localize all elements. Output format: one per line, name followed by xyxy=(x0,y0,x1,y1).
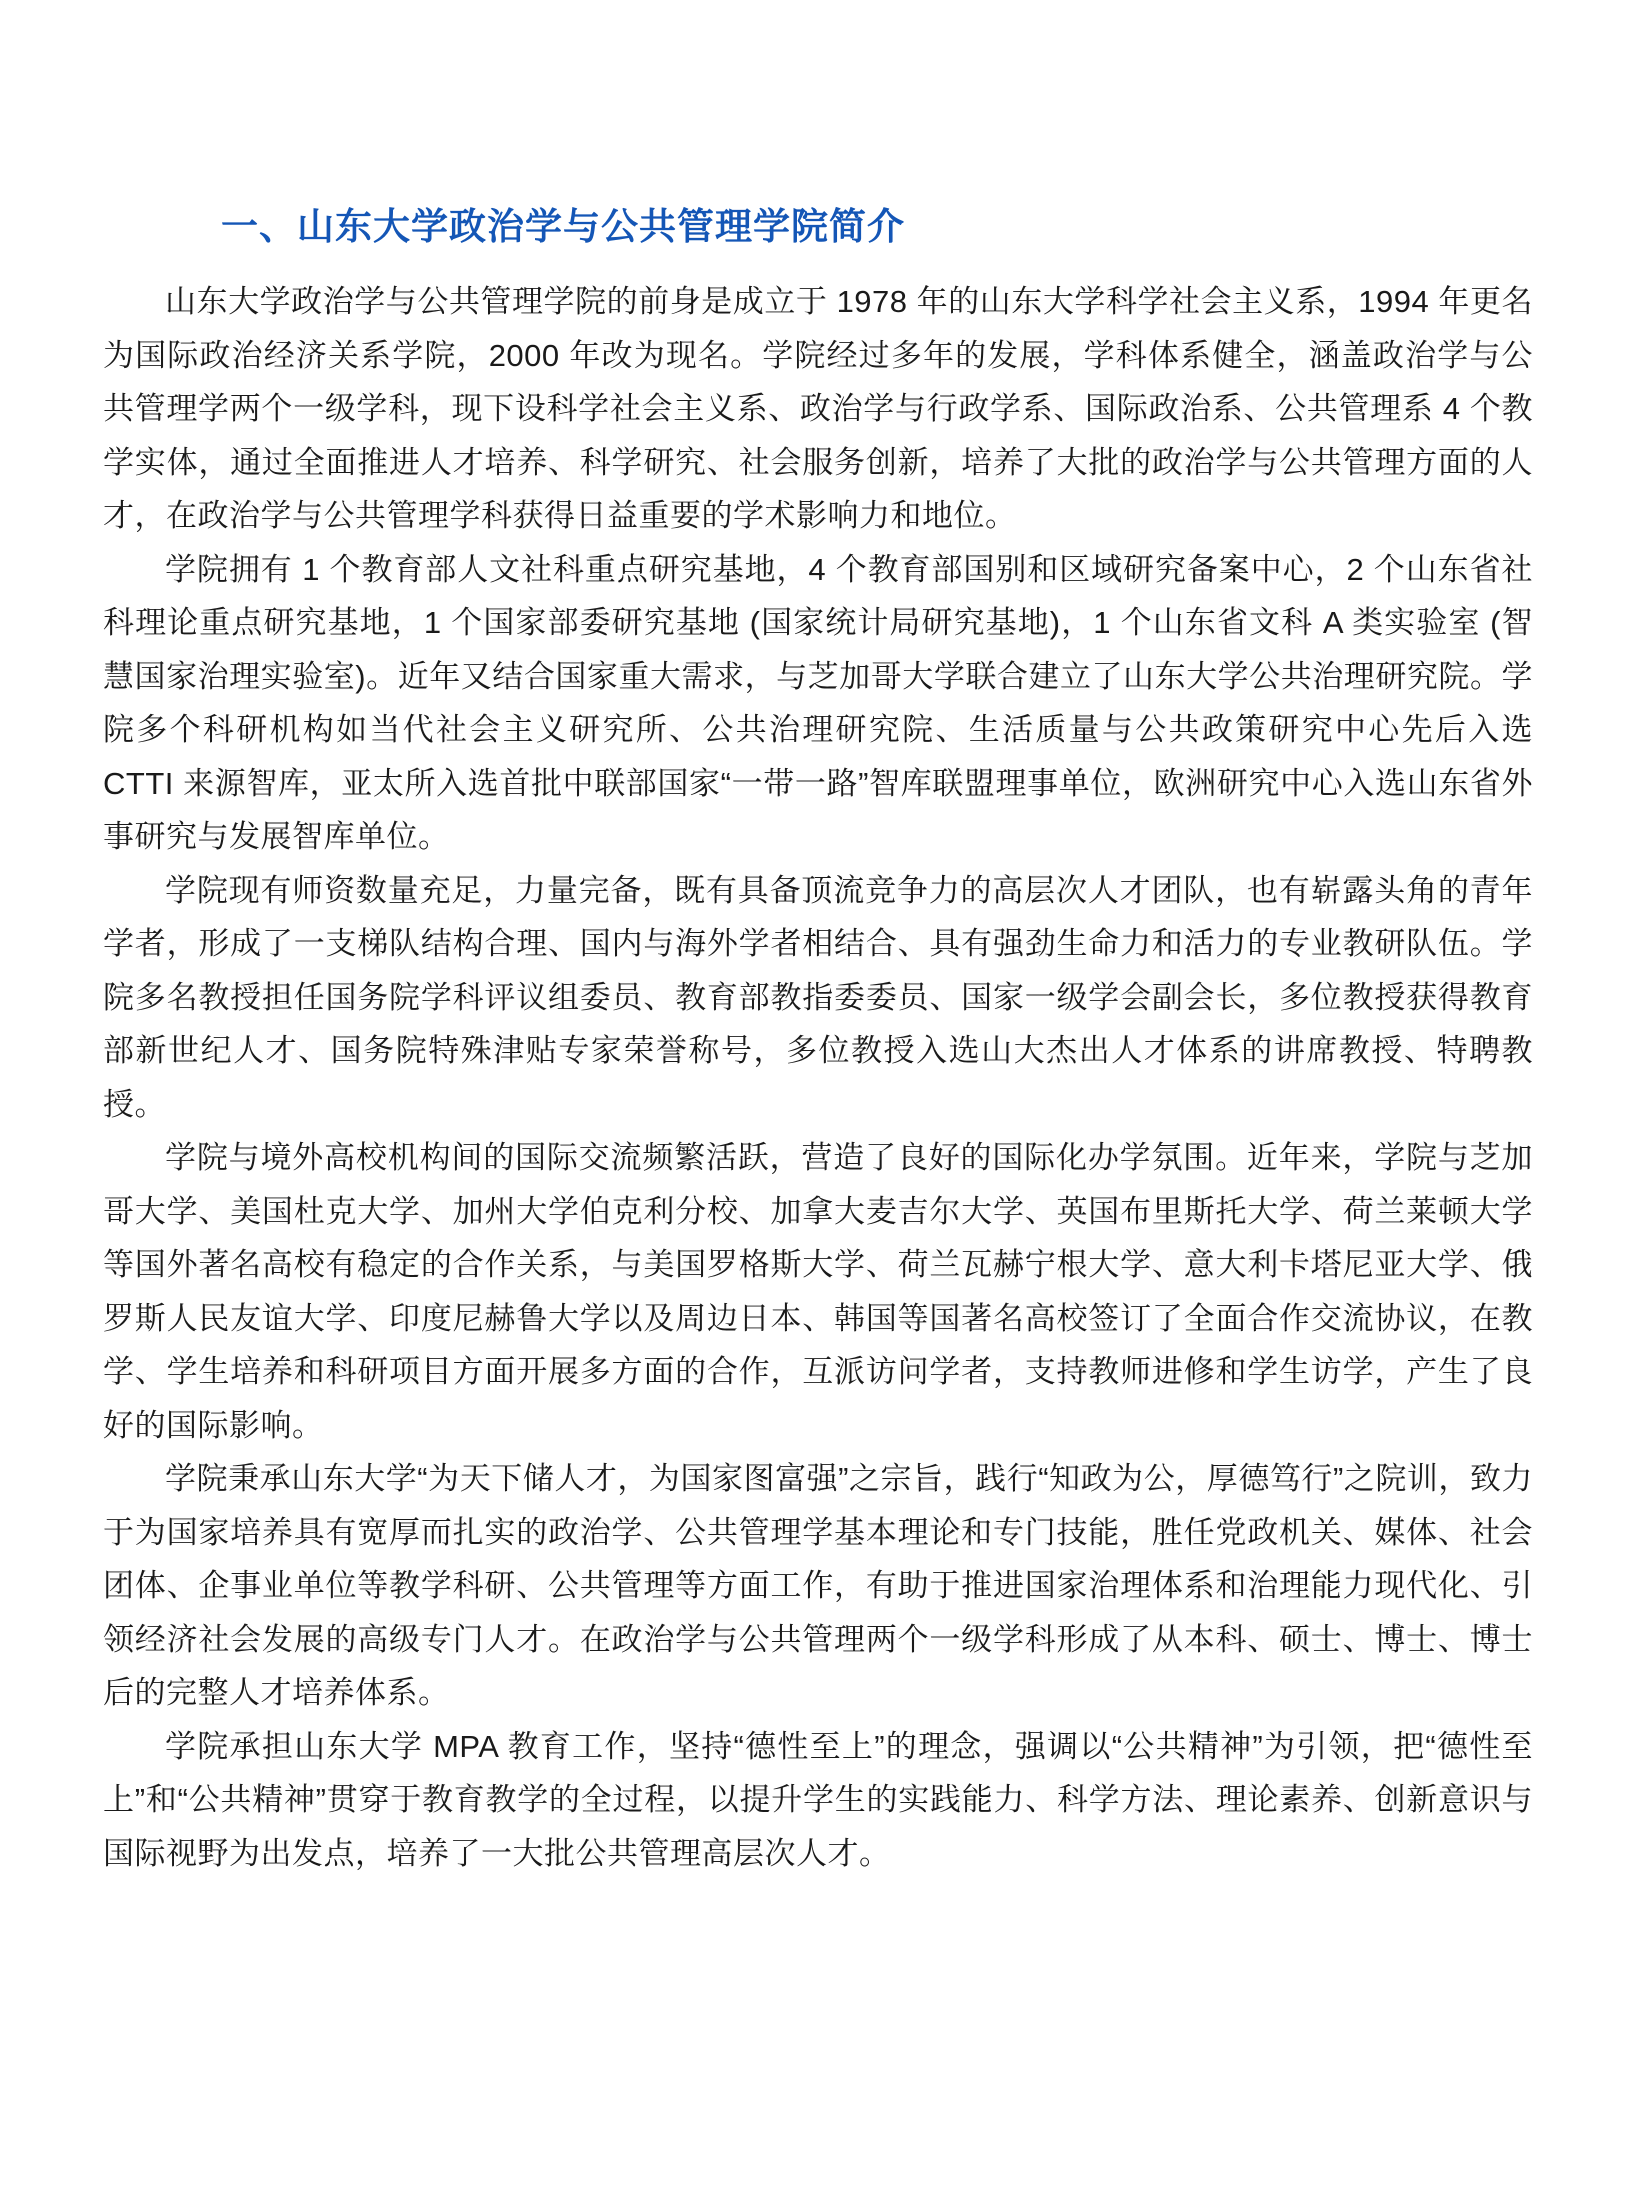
paragraph-mpa-education: 学院承担山东大学 MPA 教育工作，坚持“德性至上”的理念，强调以“公共精神”为引领，把“德性至上”和“公共精神”贯穿于教育教学的全过程，以提升学生的实践能力、科学方法、理论素养、创新意识与国际视野为出发点，培养了一大批公共管理高层次人才。 xyxy=(103,1728,1533,1871)
paragraph-college-history: 山东大学政治学与公共管理学院的前身是成立于 1978 年的山东大学科学社会主义系，1994 年更名为国际政治经济关系学院，2000 年改为现名。学院经过多年的发展，学科体系健全，涵盖政治学与公共管理学两个一级学科，现下设科学社会主义系、政治学与行政学系、国际政治系、公共管理系 4 个教学实体，通过全面推进人才培养、科学研究、社会服务创新，培养了大批的政治学与公共管理方面的人才，在政治学与公共管理学科获得日益重要的学术影响力和地位。 xyxy=(103,284,1533,534)
section-heading: 一、山东大学政治学与公共管理学院简介 xyxy=(221,206,905,247)
paragraph-faculty: 学院现有师资数量充足，力量完备，既有具备顶流竞争力的高层次人才团队，也有崭露头角的青年学者，形成了一支梯队结构合理、国内与海外学者相结合、具有强劲生命力和活力的专业教研队伍。学院多名教授担任国务院学科评议组委员、教育部教指委委员、国家一级学会副会长，多位教授获得教育部新世纪人才、国务院特殊津贴专家荣誉称号，多位教授入选山大杰出人才体系的讲席教授、特聘教授。 xyxy=(103,872,1533,1122)
paragraph-research-bases: 学院拥有 1 个教育部人文社科重点研究基地，4 个教育部国别和区域研究备案中心，2 个山东省社科理论重点研究基地，1 个国家部委研究基地 (国家统计局研究基地)，1 个山东省文科 A 类实验室 (智慧国家治理实验室)。近年又结合国家重大需求，与芝加哥大学联合建立了山东大学公共治理研究院。学院多个科研机构如当代社会主义研究所、公共治理研究院、生活质量与公共政策研究中心先后入选 CTTI 来源智库，亚太所入选首批中联部国家“一带一路”智库联盟理事单位，欧洲研究中心入选山东省外事研究与发展智库单位。 xyxy=(103,551,1533,855)
paragraph-international-exchange: 学院与境外高校机构间的国际交流频繁活跃，营造了良好的国际化办学氛围。近年来，学院与芝加哥大学、美国杜克大学、加州大学伯克利分校、加拿大麦吉尔大学、英国布里斯托大学、荷兰莱顿大学等国外著名高校有稳定的合作关系，与美国罗格斯大学、荷兰瓦赫宁根大学、意大利卡塔尼亚大学、俄罗斯人民友谊大学、印度尼赫鲁大学以及周边日本、韩国等国著名高校签订了全面合作交流协议，在教学、学生培养和科研项目方面开展多方面的合作，互派访问学者，支持教师进修和学生访学，产生了良好的国际影响。 xyxy=(103,1140,1533,1443)
paragraph-mission: 学院秉承山东大学“为天下储人才，为国家图富强”之宗旨，践行“知政为公，厚德笃行”之院训，致力于为国家培养具有宽厚而扎实的政治学、公共管理学基本理论和专门技能，胜任党政机关、媒体、社会团体、企事业单位等教学科研、公共管理等方面工作，有助于推进国家治理体系和治理能力现代化、引领经济社会发展的高级专门人才。在政治学与公共管理两个一级学科形成了从本科、硕士、博士、博士后的完整人才培养体系。 xyxy=(103,1461,1533,1711)
document-page xyxy=(103,0,1533,1880)
document-body xyxy=(103,275,1533,1880)
